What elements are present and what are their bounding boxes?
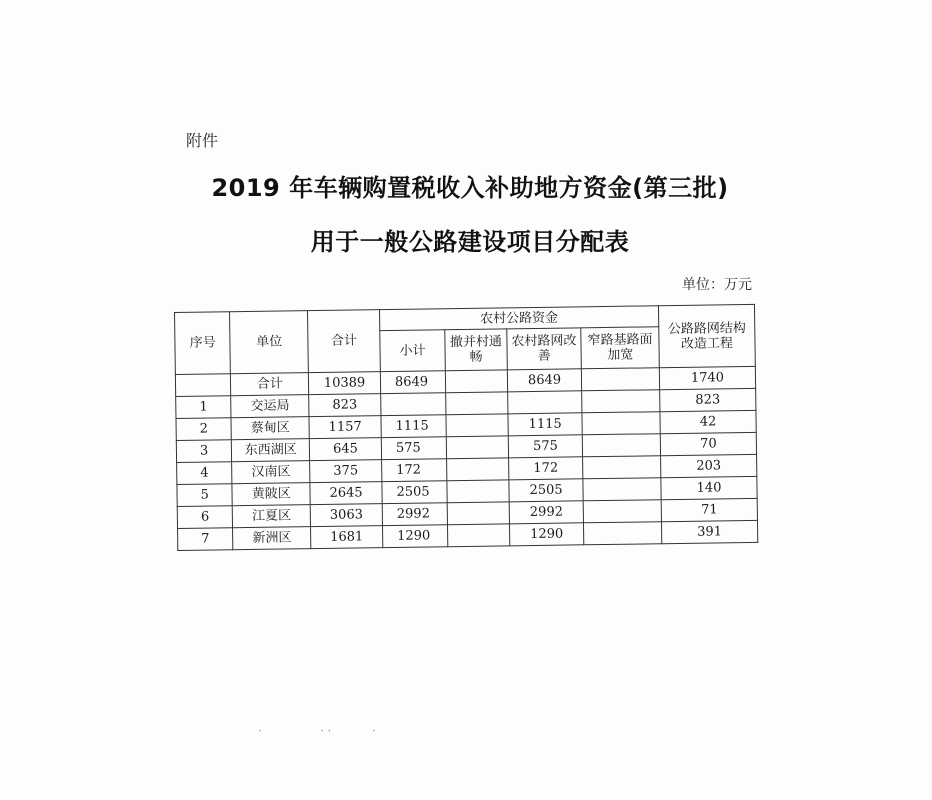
cell-village [447, 458, 509, 481]
cell-total: 2645 [310, 482, 382, 505]
cell-narrow [582, 390, 660, 413]
cell-seq: 2 [176, 418, 232, 441]
header-narrow-widen: 窄路基路面加宽 [581, 327, 659, 369]
cell-seq: 1 [176, 396, 232, 419]
cell-unit: 交运局 [231, 395, 309, 418]
unit-label: 单位：万元 [682, 277, 752, 293]
cell-narrow [583, 478, 661, 501]
cell-struct: 391 [661, 520, 757, 543]
cell-total: 10389 [308, 372, 380, 395]
cell-rural: 575 [508, 435, 583, 458]
cell-rural [507, 391, 582, 414]
cell-village [447, 480, 509, 503]
header-seq: 序号 [175, 312, 231, 375]
cell-struct: 823 [660, 388, 756, 411]
cell-seq [175, 374, 231, 397]
cell-village [446, 392, 508, 415]
cell-rural: 1115 [508, 413, 583, 436]
cell-seq: 4 [177, 462, 233, 485]
cell-seq: 6 [177, 506, 233, 529]
cell-narrow [584, 522, 662, 545]
cell-rural: 172 [508, 457, 583, 480]
cell-unit: 汉南区 [232, 461, 310, 484]
cell-unit: 黄陂区 [232, 483, 310, 506]
cell-total: 823 [309, 394, 381, 417]
scan-artifact: · · [320, 724, 332, 738]
cell-total: 645 [309, 438, 381, 461]
cell-unit: 东西湖区 [232, 439, 310, 462]
cell-rural: 1290 [509, 523, 584, 546]
cell-seq: 5 [177, 484, 233, 507]
cell-struct: 71 [661, 498, 757, 521]
document-title-line1: 2019 年车辆购置税收入补助地方资金(第三批) [211, 174, 729, 202]
cell-subtotal [381, 393, 446, 416]
header-rural-network: 农村路网改善 [507, 328, 582, 370]
cell-struct: 140 [661, 476, 757, 499]
cell-rural: 8649 [507, 369, 582, 392]
cell-subtotal: 575 [381, 437, 446, 460]
scan-artifact: · [372, 724, 376, 738]
cell-village [445, 370, 507, 393]
cell-unit: 新洲区 [233, 527, 311, 550]
cell-village [447, 502, 509, 525]
cell-seq: 7 [178, 528, 234, 551]
header-total: 合计 [308, 310, 381, 373]
scan-artifact: · [258, 724, 262, 738]
document-title-line2: 用于一般公路建设项目分配表 [310, 228, 630, 256]
attachment-label: 附件 [186, 131, 219, 150]
cell-subtotal: 1290 [382, 525, 447, 548]
header-subtotal: 小计 [380, 330, 446, 372]
cell-struct: 70 [660, 432, 756, 455]
cell-total: 3063 [310, 504, 382, 527]
header-rural-fund: 农村公路资金 [379, 306, 658, 331]
header-unit: 单位 [230, 311, 309, 374]
cell-subtotal: 2505 [382, 481, 447, 504]
cell-narrow [583, 456, 661, 479]
header-network-struct: 公路路网结构改造工程 [658, 304, 755, 367]
cell-rural: 2505 [509, 479, 584, 502]
cell-subtotal: 2992 [382, 503, 447, 526]
cell-subtotal: 172 [382, 459, 447, 482]
cell-village [446, 436, 508, 459]
cell-unit: 江夏区 [233, 505, 311, 528]
cell-subtotal: 1115 [381, 415, 446, 438]
header-merged-village: 撤并村通畅 [445, 329, 507, 371]
cell-rural: 2992 [509, 501, 584, 524]
cell-narrow [583, 434, 661, 457]
cell-total: 1681 [311, 526, 383, 549]
cell-struct: 1740 [659, 366, 755, 389]
cell-narrow [582, 368, 660, 391]
allocation-table [174, 304, 758, 551]
cell-village [448, 524, 510, 547]
cell-narrow [584, 500, 662, 523]
cell-unit: 合计 [231, 373, 309, 396]
cell-unit: 蔡甸区 [231, 417, 309, 440]
cell-total: 1157 [309, 416, 381, 439]
cell-narrow [582, 412, 660, 435]
cell-subtotal: 8649 [380, 371, 445, 394]
cell-total: 375 [310, 460, 382, 483]
cell-seq: 3 [176, 440, 232, 463]
cell-struct: 42 [660, 410, 756, 433]
cell-village [446, 414, 508, 437]
cell-struct: 203 [661, 454, 757, 477]
